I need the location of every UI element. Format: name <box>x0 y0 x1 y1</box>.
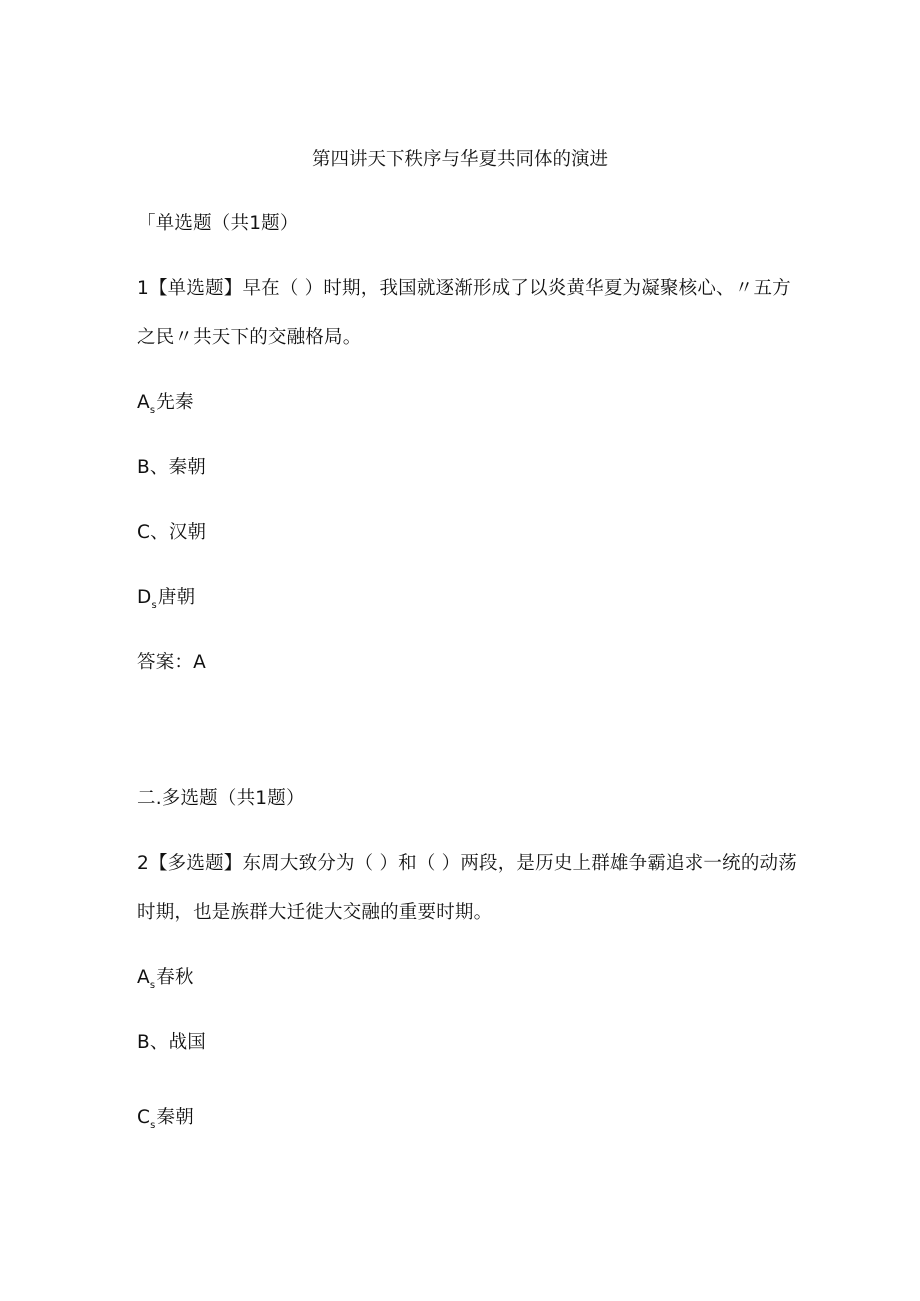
option-separator: s <box>150 1120 156 1131</box>
option-letter: C <box>137 522 151 543</box>
option-letter: A <box>137 967 150 988</box>
option-text: 唐朝 <box>157 587 196 608</box>
option-separator: s <box>149 405 156 416</box>
question-1-answer: 答案：A <box>137 652 206 673</box>
option-letter: A <box>137 392 150 413</box>
option-text: 先秦 <box>156 392 194 413</box>
option-separator: 、 <box>149 1032 169 1053</box>
question-2-text-line-2: 时期，也是族群大迁徙大交融的重要时期。 <box>137 902 493 923</box>
option-separator: s <box>149 980 156 991</box>
option-letter: B <box>137 457 150 478</box>
question-2-text-line-1: 2【多选题】东周大致分为（ ）和（ ）两段，是历史上群雄争霸追求一统的动荡 <box>137 853 797 874</box>
option-separator: 、 <box>149 457 169 478</box>
option-letter: B <box>137 1032 150 1053</box>
option-letter: D <box>137 587 152 608</box>
question-1-option-d <box>137 585 195 614</box>
question-2-option-a <box>137 965 194 994</box>
option-text: 春秋 <box>156 967 194 988</box>
question-1-option-c <box>137 520 206 546</box>
option-text: 汉朝 <box>168 522 207 543</box>
section-heading-multiple-choice: 二.多选题（共1题） <box>137 788 305 809</box>
option-text: 秦朝 <box>156 1107 194 1128</box>
section-heading-single-choice: 「单选题（共1题） <box>137 213 299 234</box>
page-title: 第四讲天下秩序与华夏共同体的演进 <box>311 149 608 170</box>
option-separator: s <box>151 600 157 611</box>
option-letter: C <box>137 1107 151 1128</box>
option-text: 战国 <box>168 1032 207 1053</box>
option-separator: 、 <box>150 522 169 543</box>
question-1-option-a <box>137 390 194 419</box>
question-1-option-b <box>137 455 206 481</box>
question-1-text-line-2: 之民〃共天下的交融格局。 <box>137 327 362 348</box>
option-text: 秦朝 <box>168 457 207 478</box>
question-2-option-c <box>137 1105 194 1134</box>
question-2-option-b <box>137 1030 206 1056</box>
question-1-text-line-1: 1【单选题】早在（ ）时期，我国就逐渐形成了以炎黄华夏为凝聚核心、〃五方 <box>137 278 791 299</box>
